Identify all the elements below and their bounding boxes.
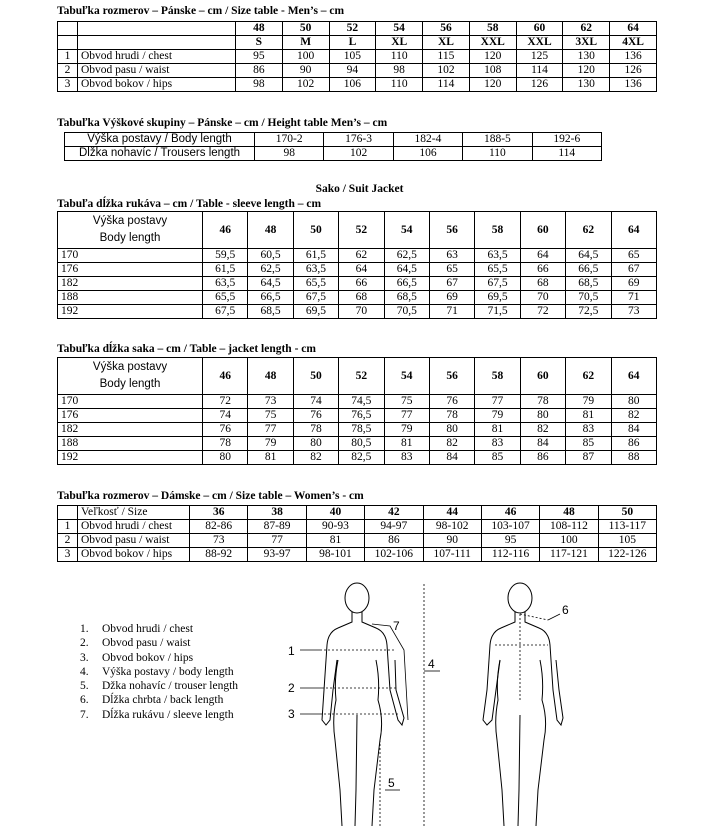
table-cell: 78,5 xyxy=(339,423,384,437)
table-cell: 64 xyxy=(520,249,565,263)
table-cell: 170-2 xyxy=(255,133,324,147)
legend-text: Dĺžka chrbta / back length xyxy=(102,694,224,707)
table-cell: 80 xyxy=(520,409,565,423)
body-length: 192 xyxy=(58,305,203,319)
table-cell: 84 xyxy=(520,437,565,451)
table-cell: 102 xyxy=(282,78,329,92)
table-cell: 77 xyxy=(248,534,306,548)
header-label: Body length xyxy=(99,378,161,390)
table-cell: 65,5 xyxy=(293,277,338,291)
row-label: Obvod pasu / waist xyxy=(78,64,236,78)
table-cell: 64,5 xyxy=(384,263,429,277)
table-cell: 63 xyxy=(429,249,474,263)
table-cell: 68,5 xyxy=(566,277,611,291)
table-cell: 81 xyxy=(306,534,364,548)
table-cell: 98-101 xyxy=(306,548,364,562)
table-cell: 88-92 xyxy=(190,548,248,562)
table-cell: 63,5 xyxy=(203,277,248,291)
row-label: Obvod hrudi / chest xyxy=(78,50,236,64)
fig-label-7: 7 xyxy=(393,619,400,633)
table-cell: 72 xyxy=(203,395,248,409)
table-cell: 100 xyxy=(540,534,598,548)
table-cell: 65,5 xyxy=(203,291,248,305)
size-header: 58 xyxy=(469,22,516,36)
table-cell: 68 xyxy=(339,291,384,305)
size-header: 48 xyxy=(248,358,293,395)
size-letter-header: 3XL xyxy=(563,36,610,50)
legend-number: 6. xyxy=(80,694,89,707)
row-number: 2 xyxy=(58,64,78,78)
legend-number: 5. xyxy=(80,680,89,693)
body-length: 188 xyxy=(58,437,203,451)
table-cell: 90 xyxy=(282,64,329,78)
table-cell: 120 xyxy=(469,50,516,64)
table-cell: 63,5 xyxy=(475,249,520,263)
table-cell: 83 xyxy=(566,423,611,437)
legend-text: Obvod bokov / hips xyxy=(102,651,194,664)
table-cell: 79 xyxy=(566,395,611,409)
table-cell: 73 xyxy=(611,305,656,319)
size-header: 46 xyxy=(203,212,248,249)
table-cell: 74 xyxy=(203,409,248,423)
size-header: 48 xyxy=(248,212,293,249)
table-cell: 76,5 xyxy=(339,409,384,423)
fig-label-2: 2 xyxy=(288,681,295,695)
table-cell: 81 xyxy=(384,437,429,451)
table-cell: 66 xyxy=(520,263,565,277)
table-cell: 80 xyxy=(429,423,474,437)
table-cell: 107-111 xyxy=(423,548,481,562)
table-cell: 130 xyxy=(563,50,610,64)
size-header: 50 xyxy=(293,212,338,249)
size-header: 64 xyxy=(611,212,656,249)
table-cell: 85 xyxy=(566,437,611,451)
table-cell: 78 xyxy=(429,409,474,423)
table-cell: 77 xyxy=(248,423,293,437)
legend-text: Výška postavy / body length xyxy=(102,665,234,678)
table-cell: 90-93 xyxy=(306,520,364,534)
table-cell: 110 xyxy=(376,50,423,64)
table-cell: 68,5 xyxy=(384,291,429,305)
size-header: 46 xyxy=(481,506,539,520)
row-label: Dĺžka nohavíc / Trousers length xyxy=(65,147,255,161)
size-letter-header: L xyxy=(329,36,376,50)
table-cell: 66 xyxy=(339,277,384,291)
table-cell: 120 xyxy=(563,64,610,78)
table-cell: 81 xyxy=(475,423,520,437)
table-cell: 81 xyxy=(566,409,611,423)
table-cell: 76 xyxy=(429,395,474,409)
body-length: 188 xyxy=(58,291,203,305)
table-cell: 65,5 xyxy=(475,263,520,277)
table-cell: 86 xyxy=(365,534,423,548)
table-cell: 103-107 xyxy=(481,520,539,534)
table-cell: 114 xyxy=(423,78,470,92)
body-length: 170 xyxy=(58,249,203,263)
row-number: 2 xyxy=(58,534,78,548)
table-cell: 85 xyxy=(475,451,520,465)
table-cell: 76 xyxy=(203,423,248,437)
table-cell: 82 xyxy=(429,437,474,451)
table-cell: 100 xyxy=(282,50,329,64)
size-header: 60 xyxy=(516,22,563,36)
table-cell: 83 xyxy=(384,451,429,465)
table-cell: 68,5 xyxy=(248,305,293,319)
size-header: 48 xyxy=(540,506,598,520)
table-cell: 115 xyxy=(423,50,470,64)
table-cell: 86 xyxy=(611,437,656,451)
table-cell: 120 xyxy=(469,78,516,92)
fig-label-5: 5 xyxy=(388,776,395,790)
table-cell: 64 xyxy=(339,263,384,277)
size-letter-header: XL xyxy=(376,36,423,50)
size-header: 54 xyxy=(376,22,423,36)
size-letter-header: XXL xyxy=(516,36,563,50)
table-cell: 62 xyxy=(339,249,384,263)
size-header: 62 xyxy=(566,212,611,249)
size-header: 58 xyxy=(475,358,520,395)
back-figure xyxy=(483,583,563,826)
table-cell: 95 xyxy=(236,50,283,64)
table-cell: 102 xyxy=(423,64,470,78)
table-cell: 78 xyxy=(203,437,248,451)
table-cell: 98 xyxy=(236,78,283,92)
table-cell: 73 xyxy=(190,534,248,548)
table-cell: 66,5 xyxy=(384,277,429,291)
table-cell: 87 xyxy=(566,451,611,465)
table-cell: 77 xyxy=(475,395,520,409)
size-header: 50 xyxy=(293,358,338,395)
size-header: 44 xyxy=(423,506,481,520)
table-cell: 59,5 xyxy=(203,249,248,263)
row-label: Obvod hrudi / chest xyxy=(78,520,190,534)
body-length: 182 xyxy=(58,423,203,437)
table-cell: 69 xyxy=(611,277,656,291)
size-header: 38 xyxy=(248,506,306,520)
table-cell: 82 xyxy=(293,451,338,465)
table-cell: 82 xyxy=(520,423,565,437)
table-cell: 122-126 xyxy=(598,548,656,562)
table-cell: 71 xyxy=(611,291,656,305)
legend-number: 1. xyxy=(80,623,89,635)
legend-number: 4. xyxy=(80,665,89,678)
table-cell: 105 xyxy=(598,534,656,548)
header-label: Výška postavy xyxy=(92,215,168,227)
legend-number: 3. xyxy=(80,651,89,664)
table-cell: 80 xyxy=(203,451,248,465)
size-header: 64 xyxy=(610,22,657,36)
size-header: 54 xyxy=(384,212,429,249)
table-cell: 78 xyxy=(520,395,565,409)
body-length: 176 xyxy=(58,263,203,277)
row-label: Obvod bokov / hips xyxy=(78,78,236,92)
table-cell: 72 xyxy=(520,305,565,319)
legend-text: Obvod pasu / waist xyxy=(102,637,191,650)
table-cell: 68 xyxy=(520,277,565,291)
body-length: 192 xyxy=(58,451,203,465)
row-number: 3 xyxy=(58,548,78,562)
size-header: 54 xyxy=(384,358,429,395)
table-cell: 70,5 xyxy=(384,305,429,319)
table-cell: 79 xyxy=(475,409,520,423)
table-cell: 64,5 xyxy=(566,249,611,263)
size-letter-header: 4XL xyxy=(610,36,657,50)
table-cell: 95 xyxy=(481,534,539,548)
table-cell: 106 xyxy=(329,78,376,92)
row-number: 1 xyxy=(58,50,78,64)
table-cell: 77 xyxy=(384,409,429,423)
legend-text: Obvod hrudi / chest xyxy=(102,623,194,635)
body-length: 170 xyxy=(58,395,203,409)
table-cell: 62,5 xyxy=(384,249,429,263)
table-cell: 98 xyxy=(255,147,324,161)
table-cell: 192-6 xyxy=(532,133,601,147)
table-cell: 93-97 xyxy=(248,548,306,562)
table-cell: 69,5 xyxy=(293,305,338,319)
size-header: 50 xyxy=(598,506,656,520)
table-cell: 126 xyxy=(516,78,563,92)
fig-label-4: 4 xyxy=(428,657,435,671)
size-header: 56 xyxy=(423,22,470,36)
table-cell: 86 xyxy=(520,451,565,465)
table-cell: 74 xyxy=(293,395,338,409)
table-cell: 65 xyxy=(611,249,656,263)
table-cell: 67 xyxy=(429,277,474,291)
body-length: 182 xyxy=(58,277,203,291)
size-header: 36 xyxy=(190,506,248,520)
size-header: 56 xyxy=(429,212,474,249)
size-header: 62 xyxy=(566,358,611,395)
table-cell: 70 xyxy=(339,305,384,319)
table-cell: 80,5 xyxy=(339,437,384,451)
table-cell: 66,5 xyxy=(566,263,611,277)
table-cell: 69,5 xyxy=(475,291,520,305)
women-size-table-title: Tabuľka rozmerov – Dámske – cm / Size table – Women’s - cm xyxy=(57,490,364,502)
table-cell: 106 xyxy=(393,147,462,161)
table-cell: 63,5 xyxy=(293,263,338,277)
table-cell: 87-89 xyxy=(248,520,306,534)
table-cell: 76 xyxy=(293,409,338,423)
size-letter-header: XL xyxy=(423,36,470,50)
table-cell: 136 xyxy=(610,78,657,92)
size-header: 46 xyxy=(203,358,248,395)
table-cell: 79 xyxy=(384,423,429,437)
table-cell: 82,5 xyxy=(339,451,384,465)
fig-label-3: 3 xyxy=(288,707,295,721)
table-cell: 102 xyxy=(324,147,393,161)
size-header: 40 xyxy=(306,506,364,520)
table-cell: 117-121 xyxy=(540,548,598,562)
table-cell: 62,5 xyxy=(248,263,293,277)
jacket-table-title: Tabuľka dĺžka saka – cm / Table – jacket length - cm xyxy=(57,343,316,355)
fig-label-6: 6 xyxy=(562,603,569,617)
size-header: 52 xyxy=(339,358,384,395)
table-cell: 94-97 xyxy=(365,520,423,534)
table-cell: 113-117 xyxy=(598,520,656,534)
table-cell: 83 xyxy=(475,437,520,451)
table-cell: 98-102 xyxy=(423,520,481,534)
table-cell: 70 xyxy=(520,291,565,305)
table-cell: 114 xyxy=(532,147,601,161)
table-cell: 82-86 xyxy=(190,520,248,534)
size-header: 62 xyxy=(563,22,610,36)
table-cell: 182-4 xyxy=(393,133,462,147)
size-header: 42 xyxy=(365,506,423,520)
table-cell: 90 xyxy=(423,534,481,548)
table-cell: 176-3 xyxy=(324,133,393,147)
table-cell: 112-116 xyxy=(481,548,539,562)
table-cell: 61,5 xyxy=(203,263,248,277)
table-cell: 84 xyxy=(611,423,656,437)
table-cell: 105 xyxy=(329,50,376,64)
table-cell: 66,5 xyxy=(248,291,293,305)
suit-jacket-heading: Sako / Suit Jacket xyxy=(315,183,404,195)
table-cell: 73 xyxy=(248,395,293,409)
table-cell: 75 xyxy=(384,395,429,409)
table-cell: 67,5 xyxy=(475,277,520,291)
row-label: Obvod bokov / hips xyxy=(78,548,190,562)
table-cell: 114 xyxy=(516,64,563,78)
table-cell: 110 xyxy=(463,147,532,161)
table-cell: 72,5 xyxy=(566,305,611,319)
table-cell: 108 xyxy=(469,64,516,78)
table-cell: 125 xyxy=(516,50,563,64)
size-letter-header: S xyxy=(236,36,283,50)
table-cell: 98 xyxy=(376,64,423,78)
table-cell: 136 xyxy=(610,50,657,64)
header-label: Body length xyxy=(99,232,161,244)
legend-text: Dĺžka rukávu / sleeve length xyxy=(102,708,234,721)
table-cell: 67,5 xyxy=(293,291,338,305)
size-header: 52 xyxy=(329,22,376,36)
size-header: 56 xyxy=(429,358,474,395)
table-cell: 108-112 xyxy=(540,520,598,534)
table-cell: 130 xyxy=(563,78,610,92)
table-cell: 102-106 xyxy=(365,548,423,562)
row-number: 1 xyxy=(58,520,78,534)
table-cell: 75 xyxy=(248,409,293,423)
size-letter-header: XXL xyxy=(469,36,516,50)
table-cell: 70,5 xyxy=(566,291,611,305)
size-letter-header: M xyxy=(282,36,329,50)
table-cell: 79 xyxy=(248,437,293,451)
height-table-title: Tabuľka Výškové skupiny – Pánske – cm / Height table Men’s – cm xyxy=(57,117,388,129)
table-cell: 84 xyxy=(429,451,474,465)
table-cell: 86 xyxy=(236,64,283,78)
table-cell: 67 xyxy=(611,263,656,277)
table-cell: 64,5 xyxy=(248,277,293,291)
table-cell: 81 xyxy=(248,451,293,465)
size-header: 50 xyxy=(282,22,329,36)
size-header: 60 xyxy=(520,358,565,395)
table-cell: 69 xyxy=(429,291,474,305)
table-cell: 78 xyxy=(293,423,338,437)
table-cell: 110 xyxy=(376,78,423,92)
table-cell: 71 xyxy=(429,305,474,319)
table-cell: 94 xyxy=(329,64,376,78)
table-cell: 126 xyxy=(610,64,657,78)
sleeve-table-title: Tabuľa dĺžka rukáva – cm / Table - sleeve length – cm xyxy=(57,198,322,210)
table-cell: 61,5 xyxy=(293,249,338,263)
table-cell: 80 xyxy=(293,437,338,451)
body-length: 176 xyxy=(58,409,203,423)
row-label: Obvod pasu / waist xyxy=(78,534,190,548)
header-label: Výška postavy xyxy=(92,361,168,373)
size-header: 60 xyxy=(520,212,565,249)
table-cell: 65 xyxy=(429,263,474,277)
table-cell: 80 xyxy=(611,395,656,409)
table-cell: 74,5 xyxy=(339,395,384,409)
size-header: 58 xyxy=(475,212,520,249)
size-label: Veľkosť / Size xyxy=(78,506,190,520)
table-cell: 188-5 xyxy=(463,133,532,147)
table-cell: 60,5 xyxy=(248,249,293,263)
table-cell: 71,5 xyxy=(475,305,520,319)
size-header: 48 xyxy=(236,22,283,36)
legend-number: 2. xyxy=(80,637,89,650)
row-number: 3 xyxy=(58,78,78,92)
legend-text: Džka nohavíc / trouser length xyxy=(102,680,239,693)
table-cell: 67,5 xyxy=(203,305,248,319)
table-cell: 82 xyxy=(611,409,656,423)
row-label: Výška postavy / Body length xyxy=(65,133,255,147)
size-header: 64 xyxy=(611,358,656,395)
men-size-table-title: Tabuľka rozmerov – Pánske – cm / Size table - Men’s – cm xyxy=(57,5,345,17)
fig-label-1: 1 xyxy=(288,644,295,658)
table-cell: 88 xyxy=(611,451,656,465)
size-header: 52 xyxy=(339,212,384,249)
legend-number: 7. xyxy=(80,708,89,721)
